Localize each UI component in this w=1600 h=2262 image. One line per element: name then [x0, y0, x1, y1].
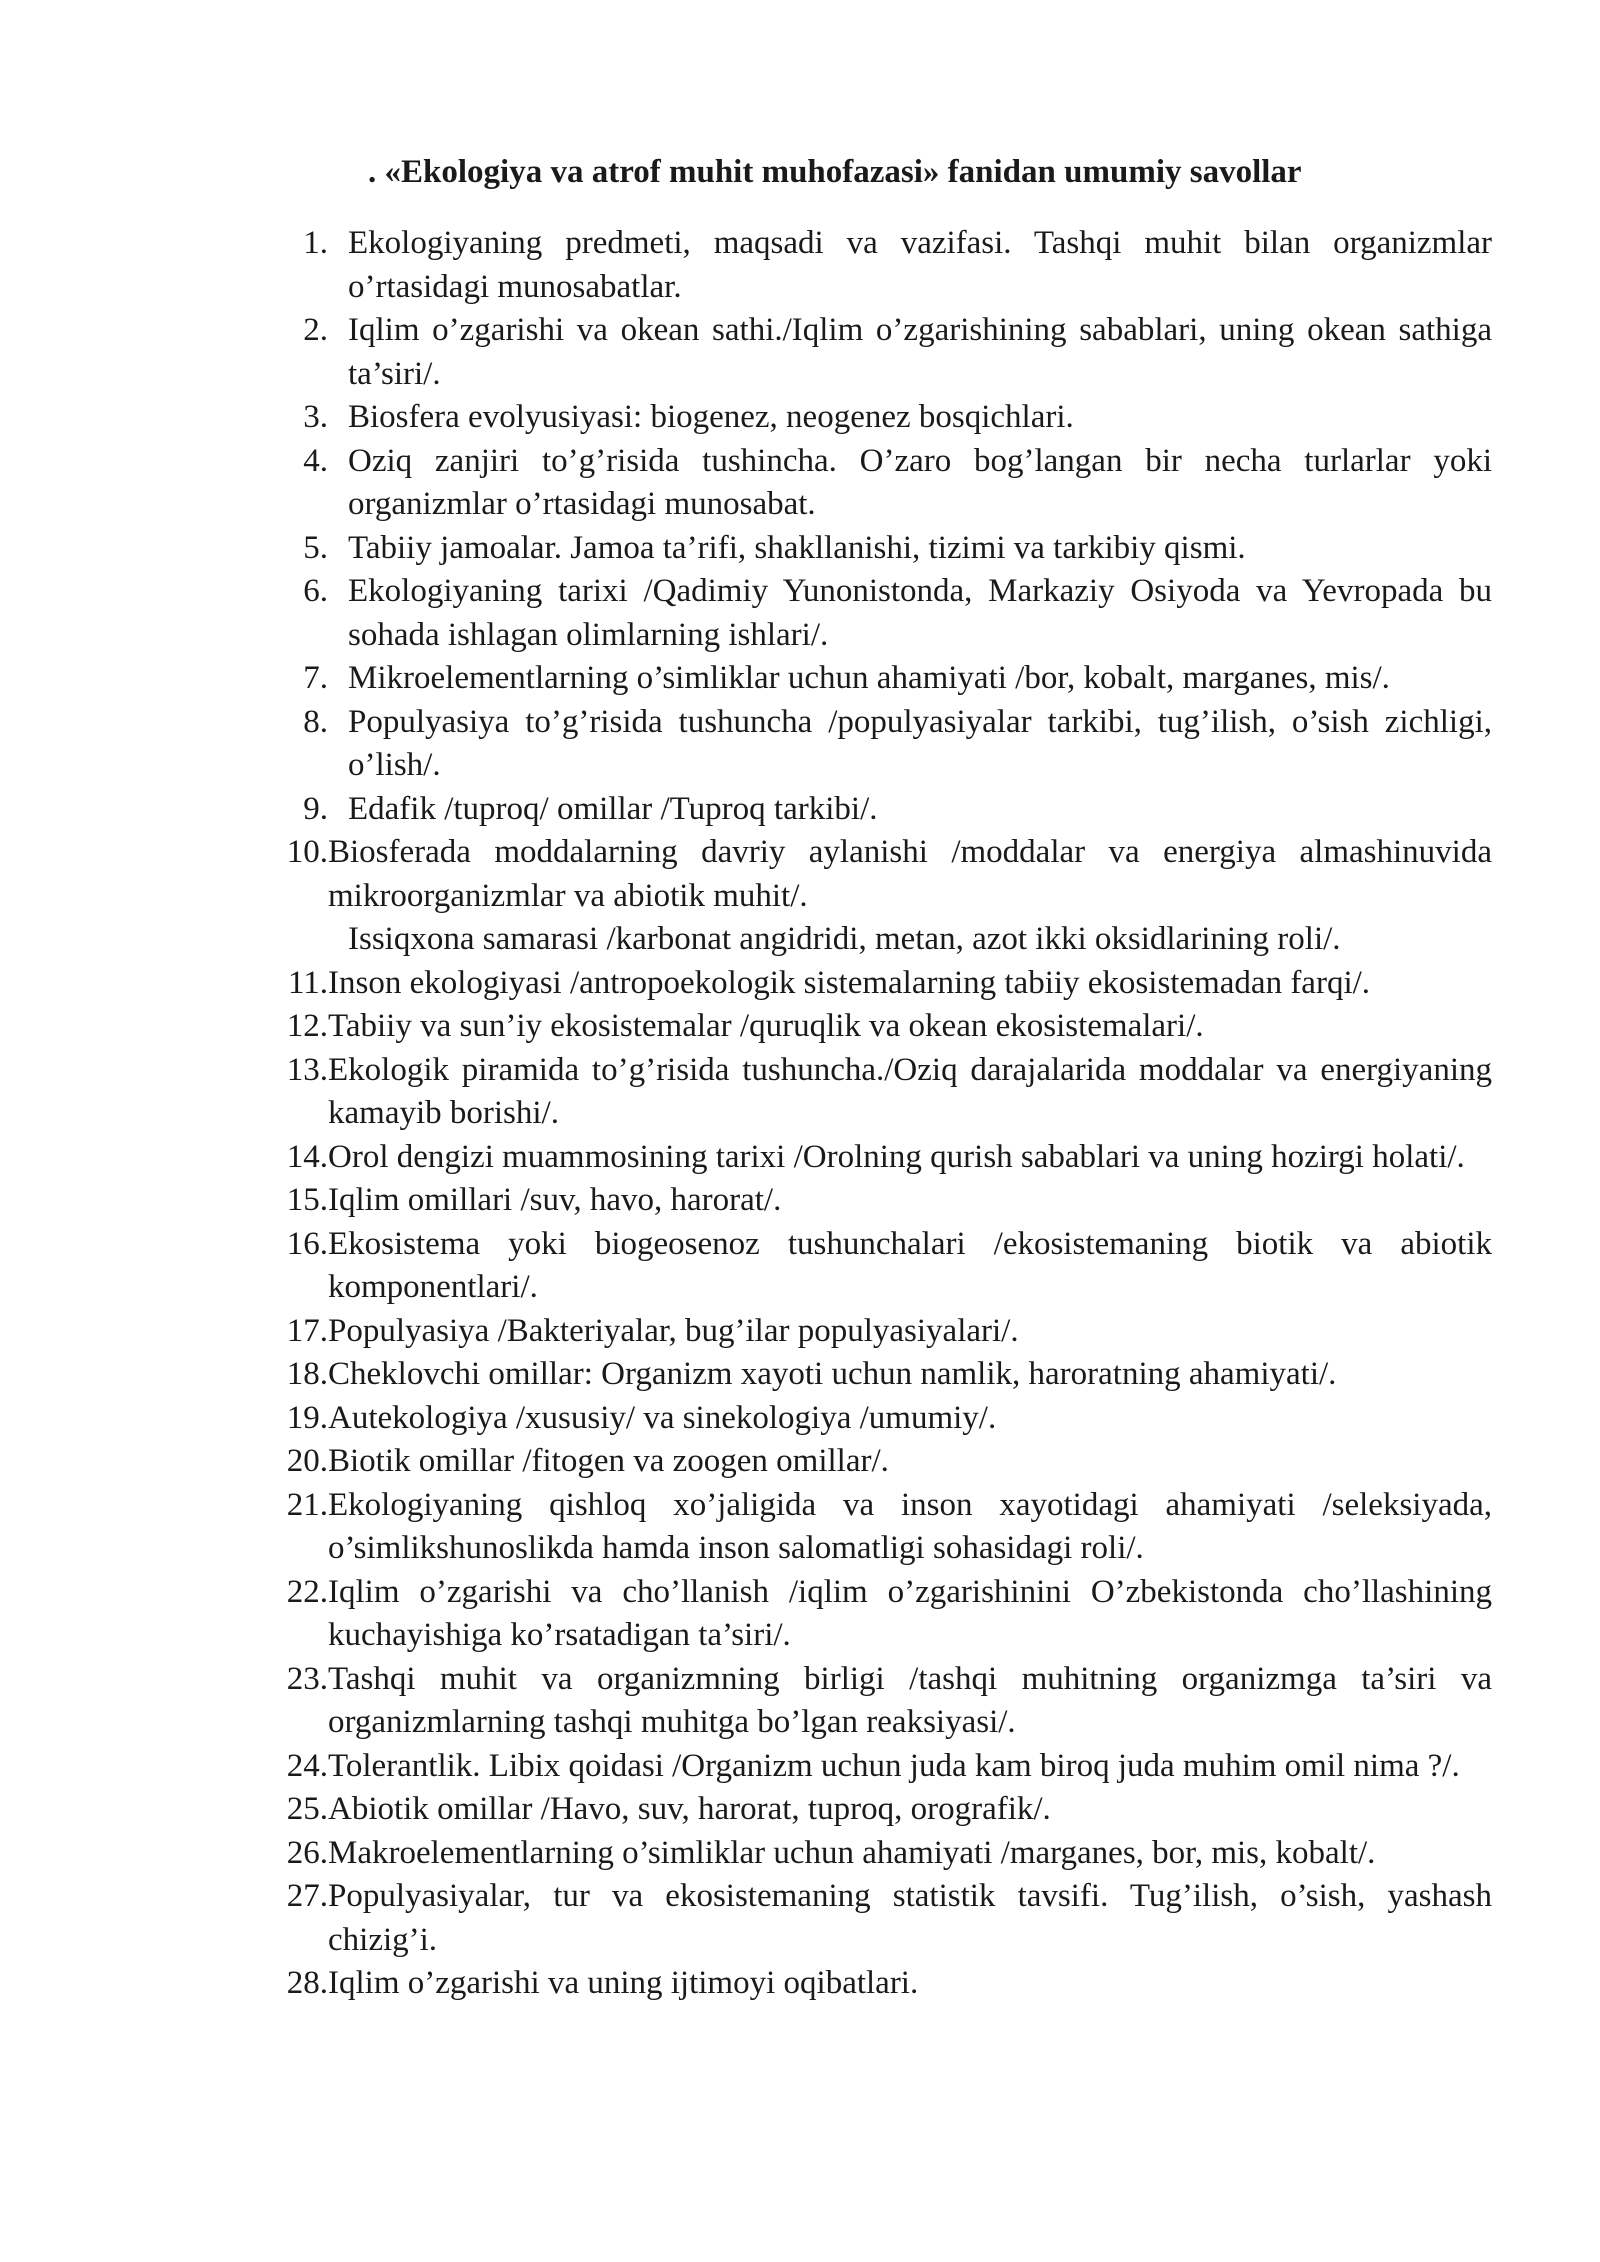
item-text: Iqlim o’zgarishi va uning ijtimoyi oqibatlari.: [328, 1965, 919, 2001]
item-text: Tabiiy va sun’iy ekosistemalar /quruqlik va okean ekosistemalari/.: [328, 1008, 1204, 1044]
list-item: [270, 701, 1492, 788]
item-number: 20.: [286, 1443, 328, 1479]
item-number: 25.: [286, 1791, 328, 1827]
item-text: Ekologiyaning qishloq xo’jaligida va inson xayotidagi ahamiyati /seleksiyada, o’simlikshunoslikda hamda inson salomatligi sohasidagi roli/.: [328, 1486, 1492, 1566]
item-text: Ekologik piramida to’g’risida tushuncha./Oziq darajalarida moddalar va energiyaning kamayib borishi/.: [328, 1051, 1492, 1131]
item-text: Mikroelementlarning o’simliklar uchun ahamiyati /bor, kobalt, marganes, mis/.: [348, 660, 1390, 696]
list-item-continuation: [270, 918, 1492, 962]
item-number: 13.: [286, 1051, 328, 1088]
item-text: Biosferada moddalarning davriy aylanishi /moddalar va energiya almashinuvida mikroorganizmlar va abiotik muhit/.: [328, 834, 1492, 914]
item-number: 7.: [303, 660, 328, 696]
list-item: [270, 1745, 1492, 1789]
item-text: Issiqxona samarasi /karbonat angidridi, metan, azot ikki oksidlarining roli/.: [348, 921, 1341, 957]
item-number: 6.: [303, 573, 328, 609]
item-number: 4.: [303, 442, 328, 479]
list-item: [270, 1962, 1492, 2006]
list-item: [270, 1179, 1492, 1223]
list-item: [270, 222, 1492, 309]
list-item: [270, 1440, 1492, 1484]
list-item: [270, 831, 1492, 918]
item-number: 26.: [286, 1834, 328, 1871]
item-text: Ekosistema yoki biogeosenoz tushunchalari /ekosistemaning biotik va abiotik komponentlari/.: [328, 1225, 1492, 1305]
item-number: 15.: [286, 1182, 328, 1218]
item-number: 16.: [286, 1225, 328, 1262]
item-text: Edafik /tuproq/ omillar /Tuproq tarkibi/.: [348, 790, 878, 827]
item-number: 12.: [286, 1008, 328, 1044]
item-number: 5.: [303, 529, 328, 566]
list-item: [270, 962, 1492, 1006]
list-item: [270, 1223, 1492, 1310]
item-text: Inson ekologiyasi /antropoekologik sistemalarning tabiiy ekosistemadan farqi/.: [328, 964, 1371, 1001]
item-number: 2.: [303, 312, 328, 348]
item-text: Orol dengizi muammosining tarixi /Orolning qurish sabablari va uning hozirgi holati/.: [328, 1138, 1465, 1175]
item-text: Oziq zanjiri to’g’risida tushincha. O’zaro bog’langan bir necha turlarlar yoki organizmlar o’rtasidagi munosabat.: [348, 442, 1492, 522]
document-title: . «Ekologiya va atrof muhit muhofazasi» fanidan umumiy savollar: [368, 154, 1302, 190]
item-number: 10.: [286, 834, 328, 870]
list-item: [270, 1571, 1492, 1658]
item-text: Ekologiyaning tarixi /Qadimiy Yunonistonda, Markaziy Osiyoda va Yevropada bu sohada ishlagan olimlarning ishlari/.: [348, 573, 1492, 653]
list-item: [270, 1658, 1492, 1745]
item-number: 27.: [286, 1878, 328, 1914]
list-item: [270, 527, 1492, 571]
list-item: [270, 1310, 1492, 1354]
questions-list: [270, 222, 1492, 2006]
item-number: 21.: [286, 1486, 328, 1523]
item-text: Tolerantlik. Libix qoidasi /Organizm uchun juda kam biroq juda muhim omil nima ?/.: [328, 1747, 1460, 1784]
list-item: [270, 440, 1492, 527]
item-number: 14.: [286, 1138, 328, 1175]
list-item: [270, 657, 1492, 701]
item-text: Populyasiya /Bakteriyalar, bug’ilar populyasiyalari/.: [328, 1312, 1019, 1349]
list-item: [270, 1875, 1492, 1962]
list-item: [270, 1353, 1492, 1397]
list-item: [270, 1397, 1492, 1441]
item-text: Biotik omillar /fitogen va zoogen omillar/.: [328, 1443, 889, 1479]
item-text: Ekologiyaning predmeti, maqsadi va vazifasi. Tashqi muhit bilan organizmlar o’rtasidagi munosabatlar.: [348, 225, 1492, 305]
item-number: 1.: [303, 225, 328, 261]
item-number: 22.: [286, 1573, 328, 1610]
item-number: 11.: [287, 964, 328, 1001]
item-number: 3.: [303, 399, 328, 435]
list-item: [270, 1005, 1492, 1049]
item-text: Iqlim o’zgarishi va okean sathi./Iqlim o’zgarishining sabablari, uning okean sathiga ta’siri/.: [348, 312, 1492, 392]
item-number: 9.: [303, 790, 328, 827]
item-text: Cheklovchi omillar: Organizm xayoti uchun namlik, haroratning ahamiyati/.: [328, 1356, 1337, 1392]
list-item: [270, 309, 1492, 396]
list-item: [270, 1484, 1492, 1571]
list-item: [270, 1049, 1492, 1136]
item-text: Populyasiyalar, tur va ekosistemaning statistik tavsifi. Tug’ilish, o’sish, yashash chizig’i.: [328, 1878, 1492, 1958]
item-number: 24.: [286, 1747, 328, 1784]
item-text: Populyasiya to’g’risida tushuncha /populyasiyalar tarkibi, tug’ilish, o’sish zichligi, o’lish/.: [348, 703, 1492, 783]
item-text: Makroelementlarning o’simliklar uchun ahamiyati /marganes, bor, mis, kobalt/.: [328, 1834, 1376, 1871]
item-number: 19.: [286, 1399, 328, 1436]
item-number: 18.: [286, 1356, 328, 1392]
item-text: Tashqi muhit va organizmning birligi /tashqi muhitning organizmga ta’siri va organizmlarning tashqi muhitga bo’lgan reaksiyasi/.: [328, 1660, 1492, 1740]
list-item: [270, 1136, 1492, 1180]
item-number: 23.: [286, 1660, 328, 1697]
item-number: 28.: [286, 1965, 328, 2001]
item-text: Abiotik omillar /Havo, suv, harorat, tuproq, orografik/.: [328, 1791, 1051, 1827]
list-item: [270, 396, 1492, 440]
item-text: Iqlim o’zgarishi va cho’llanish /iqlim o’zgarishinini O’zbekistonda cho’llashining kuchayishiga ko’rsatadigan ta’siri/.: [328, 1573, 1492, 1653]
list-item: [270, 788, 1492, 832]
item-text: Iqlim omillari /suv, havo, harorat/.: [328, 1182, 782, 1218]
list-item: [270, 570, 1492, 657]
item-text: Tabiiy jamoalar. Jamoa ta’rifi, shakllanishi, tizimi va tarkibiy qismi.: [348, 529, 1246, 566]
item-number: 8.: [303, 703, 328, 740]
item-text: Autekologiya /xususiy/ va sinekologiya /umumiy/.: [328, 1399, 997, 1436]
list-item: [270, 1788, 1492, 1832]
item-text: Biosfera evolyusiyasi: biogenez, neogenez bosqichlari.: [348, 399, 1074, 435]
list-item: [270, 1832, 1492, 1876]
item-number: 17.: [286, 1312, 328, 1349]
